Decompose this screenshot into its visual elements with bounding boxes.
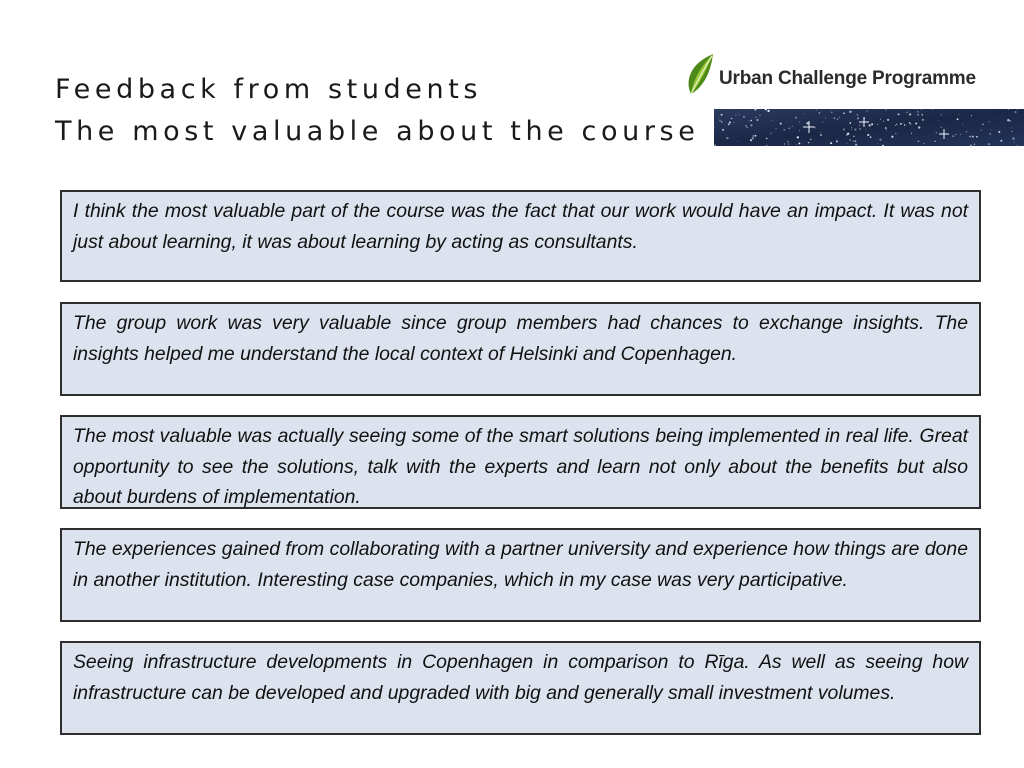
star-speck [934, 141, 935, 142]
star-speck [743, 116, 745, 118]
star-speck [906, 112, 907, 113]
star-speck [799, 130, 800, 131]
star-speck [952, 135, 954, 137]
feedback-quote-text: The experiences gained from collaborating with a partner university and experience how things are done in another institution. Interesting case companies, which in my case was very participative. [73, 538, 968, 591]
star-speck [917, 141, 918, 142]
star-speck [982, 124, 983, 125]
star-speck [941, 127, 942, 128]
star-speck [1014, 111, 1016, 113]
star-speck [798, 142, 800, 144]
starfield-banner-image [714, 109, 1024, 146]
star-speck [971, 115, 972, 116]
star-speck [750, 139, 752, 141]
star-speck [1007, 119, 1009, 121]
star-speck [748, 121, 749, 122]
star-speck [853, 136, 854, 137]
star-speck [825, 118, 826, 119]
star-speck [731, 118, 733, 120]
star-speck [867, 134, 869, 136]
star-speck [922, 119, 924, 121]
star-speck [895, 125, 896, 126]
star-speck [866, 129, 867, 130]
feedback-quote-box [60, 528, 981, 622]
star-speck [771, 120, 772, 121]
star-speck [855, 144, 857, 146]
star-speck [909, 123, 911, 125]
star-speck [921, 114, 923, 116]
star-speck [896, 124, 897, 125]
star-speck [887, 119, 889, 121]
star-speck [932, 109, 933, 110]
star-speck [989, 121, 990, 122]
star-speck [766, 138, 768, 140]
star-speck [911, 133, 912, 134]
feedback-quote-text: The group work was very valuable since group members had chances to exchange insights. The insights helped me understand the local context of Helsinki and Copenhagen. [73, 312, 968, 365]
star-speck [957, 118, 959, 120]
star-speck [726, 137, 728, 139]
star-speck [739, 114, 740, 115]
urban-challenge-logo [683, 52, 1024, 98]
star-speck [728, 123, 730, 125]
star-speck [883, 121, 884, 122]
star-speck [869, 124, 871, 126]
star-speck [918, 126, 920, 128]
feedback-quote-box [60, 415, 981, 509]
star-speck [767, 110, 769, 112]
star-speck [799, 121, 800, 122]
star-speck [790, 126, 791, 127]
star-speck [746, 127, 747, 128]
star-speck [909, 113, 911, 115]
star-speck [745, 125, 747, 127]
star-speck [923, 143, 924, 144]
star-speck [1009, 120, 1010, 121]
star-speck [847, 143, 848, 144]
star-speck [830, 142, 832, 144]
star-speck [895, 133, 897, 135]
star-speck [750, 120, 751, 121]
slide-title: Feedback from students [55, 74, 483, 105]
star-speck [885, 109, 886, 110]
star-speck [849, 139, 851, 141]
star-speck [1014, 142, 1015, 143]
star-speck [843, 128, 845, 130]
star-speck [846, 134, 848, 136]
star-speck [855, 140, 857, 142]
star-speck [991, 130, 992, 131]
star-speck [851, 129, 852, 130]
star-speck [843, 112, 845, 114]
star-speck [862, 124, 863, 125]
star-speck [849, 111, 851, 113]
star-speck [988, 143, 989, 144]
star-speck [836, 140, 838, 142]
star-speck [885, 127, 887, 129]
star-speck [816, 110, 817, 111]
star-speck [900, 123, 902, 125]
feedback-quote-text: Seeing infrastructure developments in Copenhagen in comparison to Rīga. As well as seeing how infrastructure can be developed and upgraded with big and generally small investment volumes. [73, 651, 968, 704]
star-speck [788, 144, 789, 145]
star-speck [839, 117, 840, 118]
star-speck [859, 125, 860, 126]
star-speck [837, 118, 839, 120]
star-speck [903, 123, 904, 124]
star-speck [780, 123, 782, 125]
star-speck [989, 133, 990, 134]
star-speck [750, 124, 752, 126]
star-speck [880, 119, 881, 120]
star-speck [820, 134, 822, 136]
star-speck [955, 134, 956, 135]
star-speck [770, 133, 771, 134]
star-speck [722, 129, 724, 131]
star-speck [976, 136, 978, 138]
star-speck [857, 114, 859, 116]
star-speck [784, 143, 785, 144]
star-speck [752, 135, 754, 137]
star-speck [755, 135, 757, 137]
star-speck [941, 114, 942, 115]
star-speck [849, 122, 851, 124]
star-speck [877, 124, 878, 125]
star-speck [959, 114, 960, 115]
star-speck [757, 119, 759, 121]
star-speck [821, 132, 822, 133]
star-speck [915, 122, 917, 124]
star-speck [969, 136, 971, 138]
star-speck [853, 140, 855, 142]
star-speck [998, 131, 1000, 133]
star-speck [877, 143, 878, 144]
star-speck [795, 117, 797, 119]
star-speck [870, 136, 872, 138]
star-speck [737, 141, 738, 142]
star-speck [974, 144, 975, 145]
star-speck [808, 142, 810, 144]
star-speck [788, 127, 790, 129]
star-speck [729, 121, 730, 122]
star-speck [718, 118, 719, 119]
star-speck [796, 144, 797, 145]
star-speck [792, 126, 793, 127]
feedback-quote-box [60, 641, 981, 735]
star-speck [857, 117, 859, 119]
star-speck [891, 136, 893, 138]
star-speck [719, 120, 721, 122]
star-speck [755, 117, 757, 119]
star-speck [966, 131, 968, 133]
star-speck [721, 114, 723, 116]
star-speck [981, 129, 982, 130]
star-speck [859, 128, 861, 130]
star-speck [854, 128, 856, 130]
star-speck [1016, 145, 1017, 146]
star-speck [871, 123, 873, 125]
star-speck [960, 134, 961, 135]
star-speck [1012, 137, 1014, 139]
star-speck [917, 114, 919, 116]
star-speck [1011, 131, 1012, 132]
star-speck [851, 127, 852, 128]
star-speck [1011, 128, 1012, 129]
star-speck [879, 139, 881, 141]
feedback-quote-text: I think the most valuable part of the course was the fact that our work would have an impact. It was not just about learning, it was about learning by acting as consultants. [73, 200, 968, 253]
star-speck [759, 115, 760, 116]
star-speck [806, 122, 808, 124]
logo-text: Urban Challenge Programme [719, 68, 976, 89]
star-speck [733, 122, 734, 123]
star-speck [834, 118, 835, 119]
star-speck [886, 130, 887, 131]
star-speck [938, 120, 939, 121]
star-speck [804, 113, 805, 114]
star-speck [917, 111, 919, 113]
star-speck [962, 124, 963, 125]
star-speck [823, 122, 824, 123]
star-speck [867, 110, 868, 111]
star-speck [797, 136, 799, 138]
slide-subtitle: The most valuable about the course [55, 116, 700, 147]
star-speck [1000, 140, 1002, 142]
star-speck [904, 124, 906, 126]
star-speck [936, 132, 937, 133]
feedback-quote-box [60, 302, 981, 396]
star-speck [721, 121, 723, 123]
star-speck [752, 137, 754, 139]
star-speck [735, 115, 736, 116]
star-speck [775, 128, 776, 129]
star-speck [898, 113, 900, 115]
star-speck [815, 127, 816, 128]
star-speck [831, 111, 833, 113]
feedback-quote-box [60, 190, 981, 282]
star-speck [783, 129, 785, 131]
star-speck [818, 112, 820, 114]
star-speck [787, 141, 789, 143]
star-speck [810, 138, 812, 140]
star-speck [907, 111, 908, 112]
feedback-quote-text: The most valuable was actually seeing some of the smart solutions being implemented in real life. Great opportunity to see the solutions, talk with the experts and learn not only about the benefits but also about burdens of implementation. [73, 425, 968, 508]
star-speck [972, 136, 974, 138]
green-leaf-icon [683, 52, 717, 96]
